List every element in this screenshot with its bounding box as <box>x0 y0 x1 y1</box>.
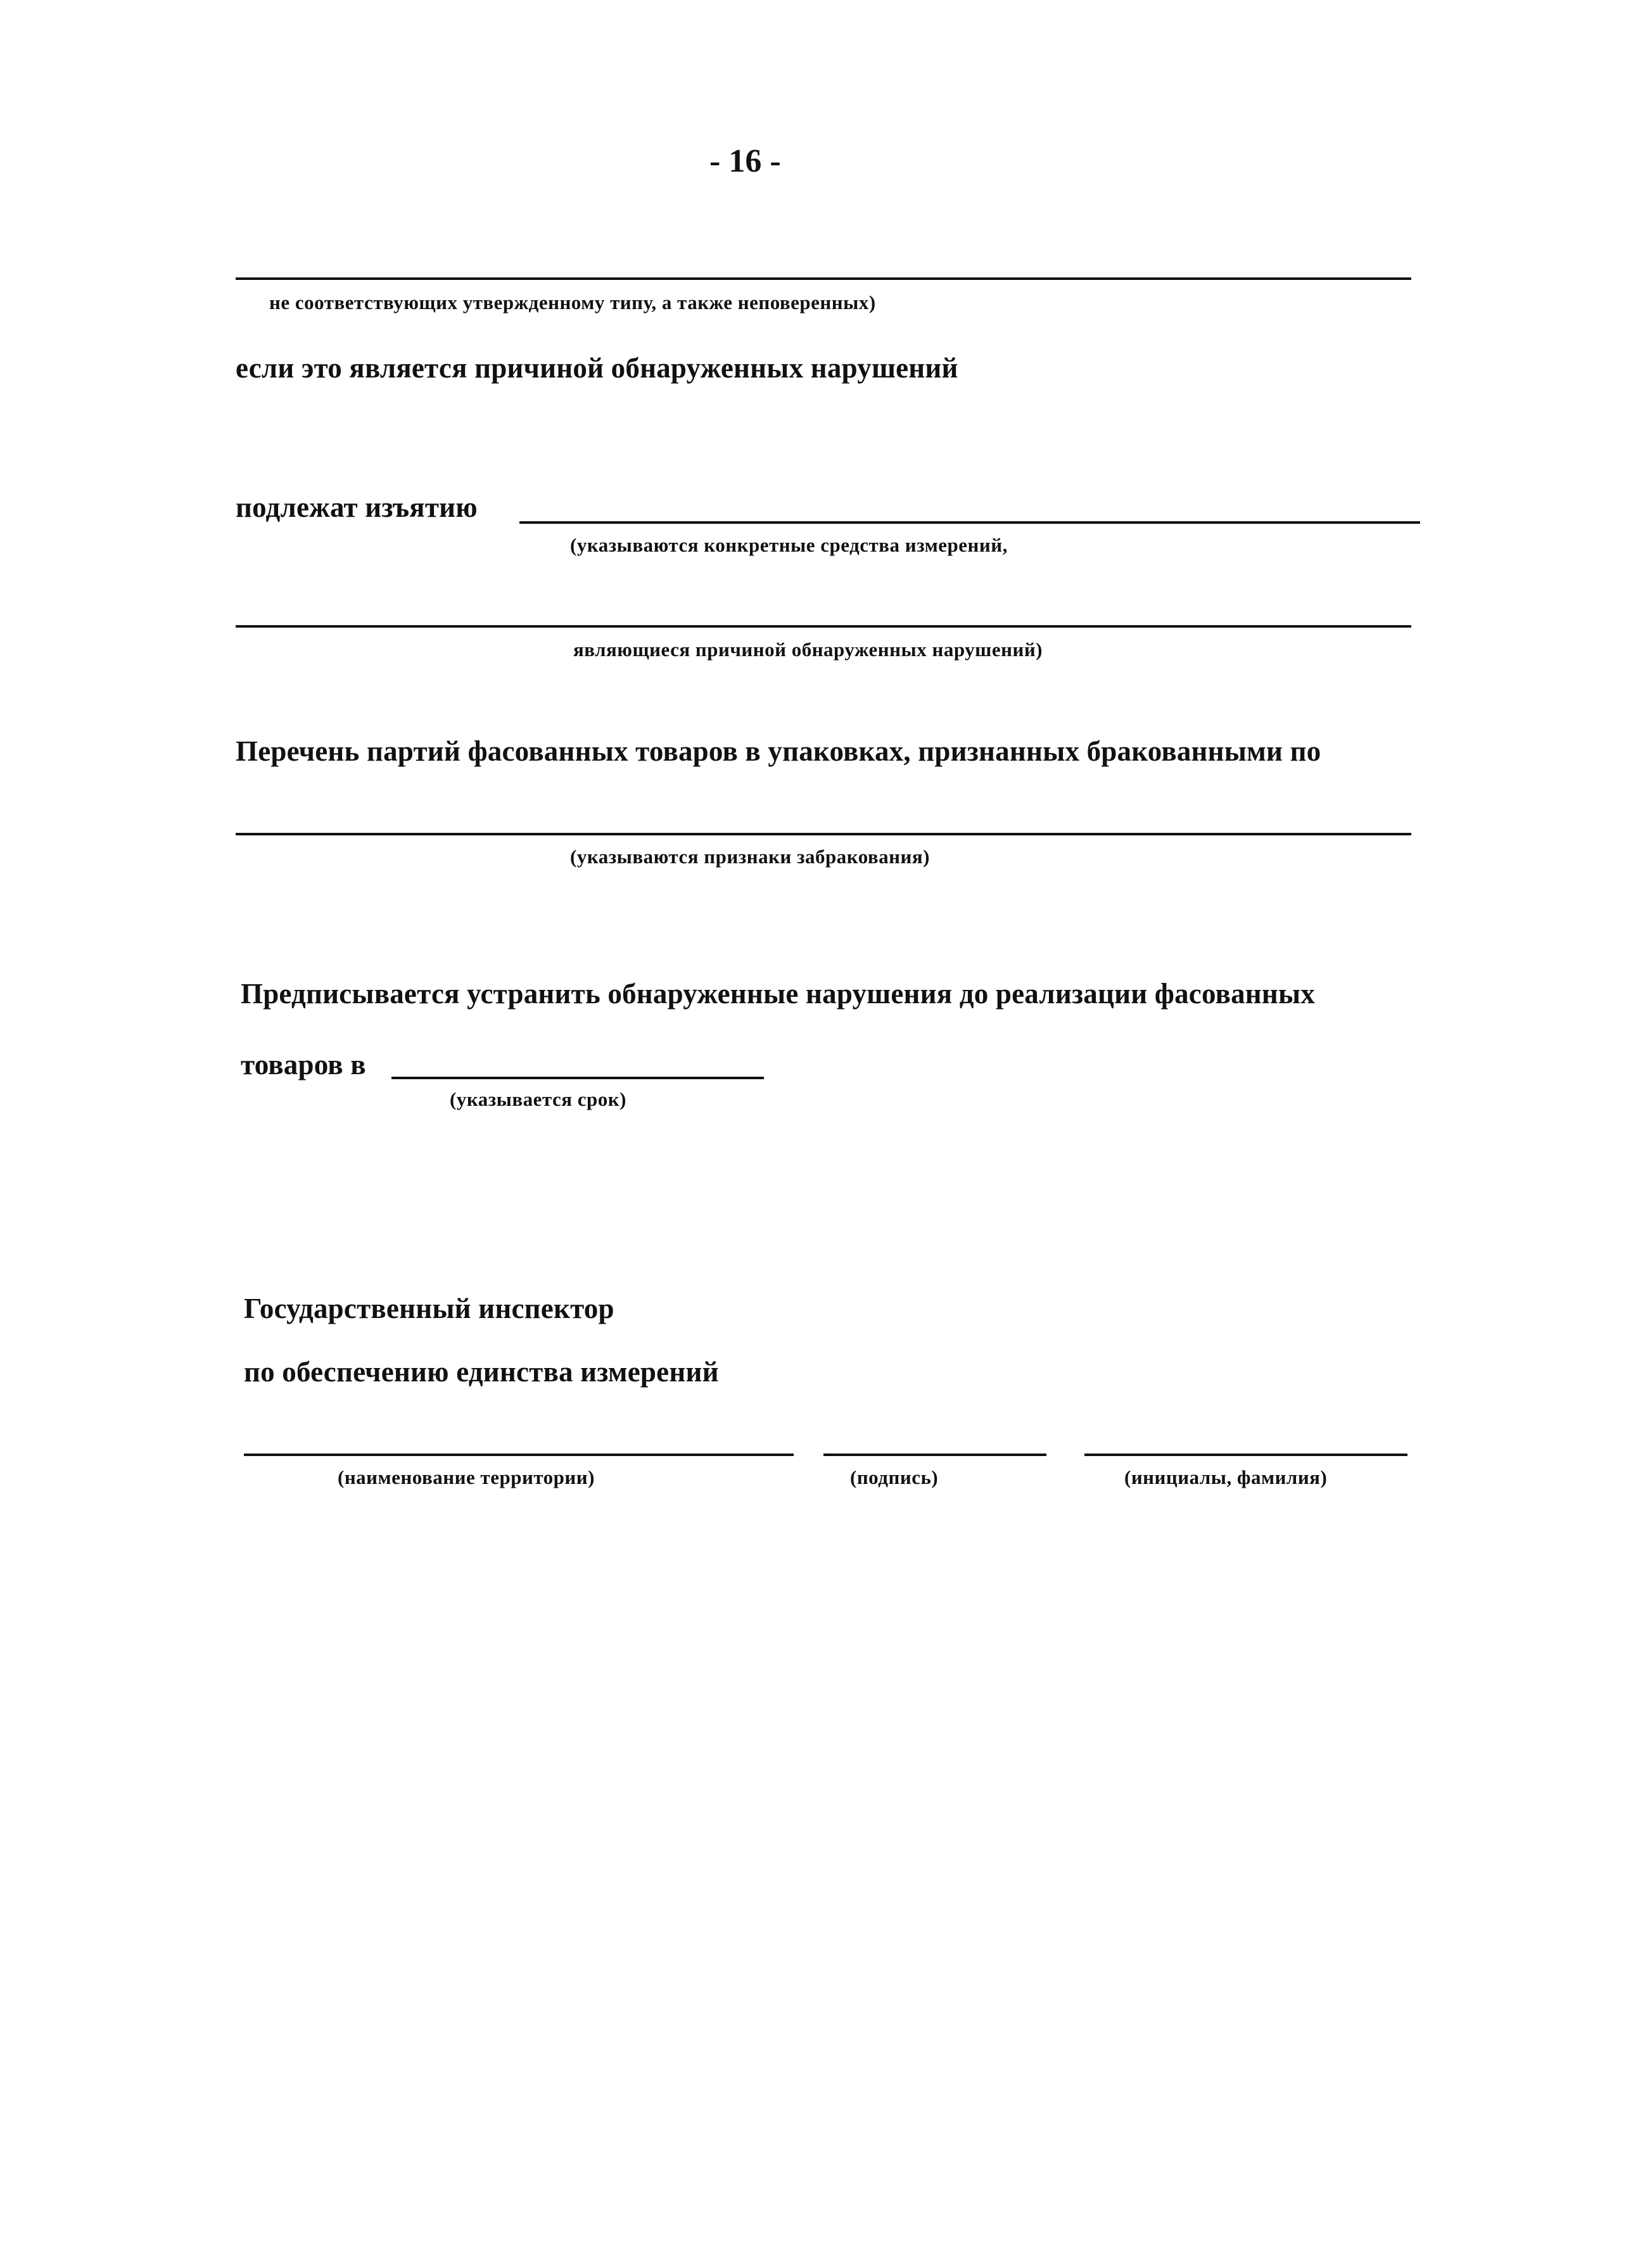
deadline-label: товаров в <box>241 1049 366 1080</box>
caption-signature: (подпись) <box>850 1466 939 1488</box>
caption-violation-cause: являющиеся причиной обнаруженных нарушений) <box>573 638 1043 661</box>
blank-line-name <box>1084 1454 1407 1456</box>
caption-instruments: не соответствующих утвержденному типу, а также неповеренных) <box>269 291 876 314</box>
blank-line-rejection <box>236 833 1411 835</box>
blank-line-seizure-2 <box>236 625 1411 628</box>
blank-line-signature <box>823 1454 1046 1456</box>
blank-line-instruments <box>236 277 1411 280</box>
caption-deadline: (указывается срок) <box>450 1088 626 1110</box>
caption-specific-instruments: (указываются конкретные средства измерений, <box>570 534 1008 556</box>
caption-territory: (наименование территории) <box>338 1466 595 1488</box>
rejected-batches-text: Перечень партий фасованных товаров в упаковках, признанных бракованными по <box>236 735 1321 767</box>
caption-initials-surname: (инициалы, фамилия) <box>1124 1466 1328 1488</box>
blank-line-seizure <box>519 521 1420 524</box>
seizure-label: подлежат изъятию <box>236 491 478 523</box>
caption-rejection-signs: (указываются признаки забракования) <box>570 846 930 868</box>
inspector-title-line2: по обеспечению единства измерений <box>244 1356 719 1388</box>
violation-cause-text: если это является причиной обнаруженных нарушений <box>236 352 958 384</box>
page-number: - 16 - <box>709 143 781 179</box>
blank-line-deadline <box>391 1077 764 1079</box>
prescription-text: Предписывается устранить обнаруженные нарушения до реализации фасованных <box>241 978 1316 1010</box>
blank-line-territory <box>244 1454 794 1456</box>
inspector-title-line1: Государственный инспектор <box>244 1293 614 1324</box>
